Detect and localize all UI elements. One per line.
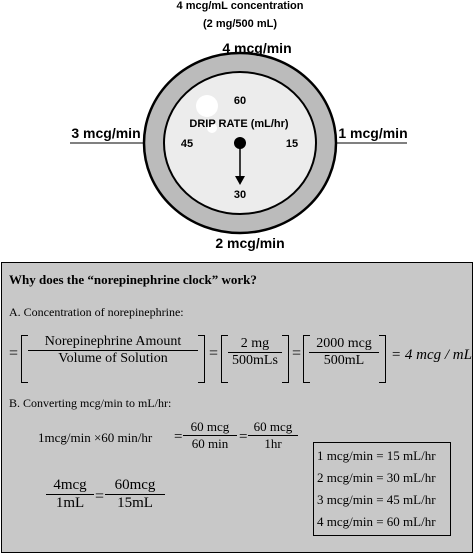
conversion-row: 1 mcg/min = 15 mL/hr — [317, 448, 436, 463]
fraction-numerator: Norepinephrine Amount — [44, 334, 182, 349]
fraction-2000mcg-over-500ml — [309, 336, 379, 369]
fraction-4mcg-over-1ml — [46, 477, 94, 512]
conversion-row: 2 mcg/min = 30 mL/hr — [317, 470, 436, 485]
tick-label-30: 30 — [233, 189, 247, 201]
fraction-numerator: 2000 mcg — [316, 336, 372, 351]
explanation-panel — [1, 262, 473, 553]
conversion-row: 4 mcg/min = 60 mL/hr — [317, 514, 436, 529]
fraction-amount-over-volume — [28, 334, 198, 367]
bracket-left — [21, 335, 28, 383]
tick-label-60: 60 — [233, 95, 247, 107]
fraction-denominator: 1mL — [46, 494, 94, 512]
explanation-title: Why does the “norepinephrine clock” work? — [9, 272, 257, 287]
equals-sign: = — [209, 345, 219, 362]
fraction-numerator: 60mcg — [114, 477, 156, 493]
fraction-2mg-over-500ml — [228, 336, 282, 369]
fraction-denominator: 15mL — [105, 494, 165, 512]
section-a-heading: A. Concentration of norepinephrine: — [9, 305, 184, 319]
fraction-denominator: 60 min — [183, 435, 237, 452]
tick-label-15: 15 — [285, 138, 299, 150]
concentration-header: 4 mcg/mL concentration — [176, 0, 304, 12]
glare-spot — [196, 95, 218, 117]
fraction-denominator: 500mLs — [228, 352, 282, 369]
concentration-result: = 4 mcg / mL — [391, 347, 472, 363]
drip-rate-clock-diagram — [0, 0, 474, 262]
conversion-row: 3 mcg/min = 45 mL/hr — [317, 492, 436, 507]
fraction-60mcg-over-1hr — [248, 419, 298, 452]
fraction-numerator: 2 mg — [240, 336, 270, 351]
fraction-numerator: 60 mcg — [190, 419, 230, 434]
rate-label-right: 1 mcg/min — [338, 125, 408, 141]
dial-title: DRIP RATE (mL/hr) — [189, 118, 289, 130]
bracket-left — [221, 335, 228, 383]
equals-sign: = — [292, 345, 302, 362]
equals-sign: = — [95, 488, 105, 505]
fraction-numerator: 60 mcg — [253, 419, 293, 434]
tick-label-45: 45 — [180, 138, 194, 150]
rate-label-bottom: 2 mcg/min — [215, 235, 285, 251]
rate-label-top: 4 mcg/min — [222, 40, 292, 56]
bracket-right — [198, 335, 205, 383]
equals-sign: = — [174, 429, 183, 445]
rate-conversion-table — [313, 442, 451, 536]
section-b-heading: B. Converting mcg/min to mL/hr: — [9, 396, 172, 410]
fraction-denominator: 1hr — [248, 435, 298, 452]
concentration-subheader: (2 mg/500 mL) — [203, 18, 277, 30]
fraction-denominator: Volume of Solution — [28, 350, 198, 367]
fraction-denominator: 500mL — [309, 352, 379, 369]
bracket-right — [379, 335, 386, 383]
equation-1-lead-equals: = — [9, 345, 19, 362]
fraction-numerator: 4mcg — [53, 477, 87, 493]
fraction-60mcg-over-60min — [183, 419, 237, 452]
equals-sign: = — [239, 429, 248, 445]
conversion-lead-expression: 1mcg/min ×60 min/hr — [38, 430, 153, 445]
fraction-60mcg-over-15ml — [105, 477, 165, 512]
bracket-right — [282, 335, 289, 383]
rate-label-left: 3 mcg/min — [71, 125, 141, 141]
clock-center-pin — [234, 137, 246, 149]
